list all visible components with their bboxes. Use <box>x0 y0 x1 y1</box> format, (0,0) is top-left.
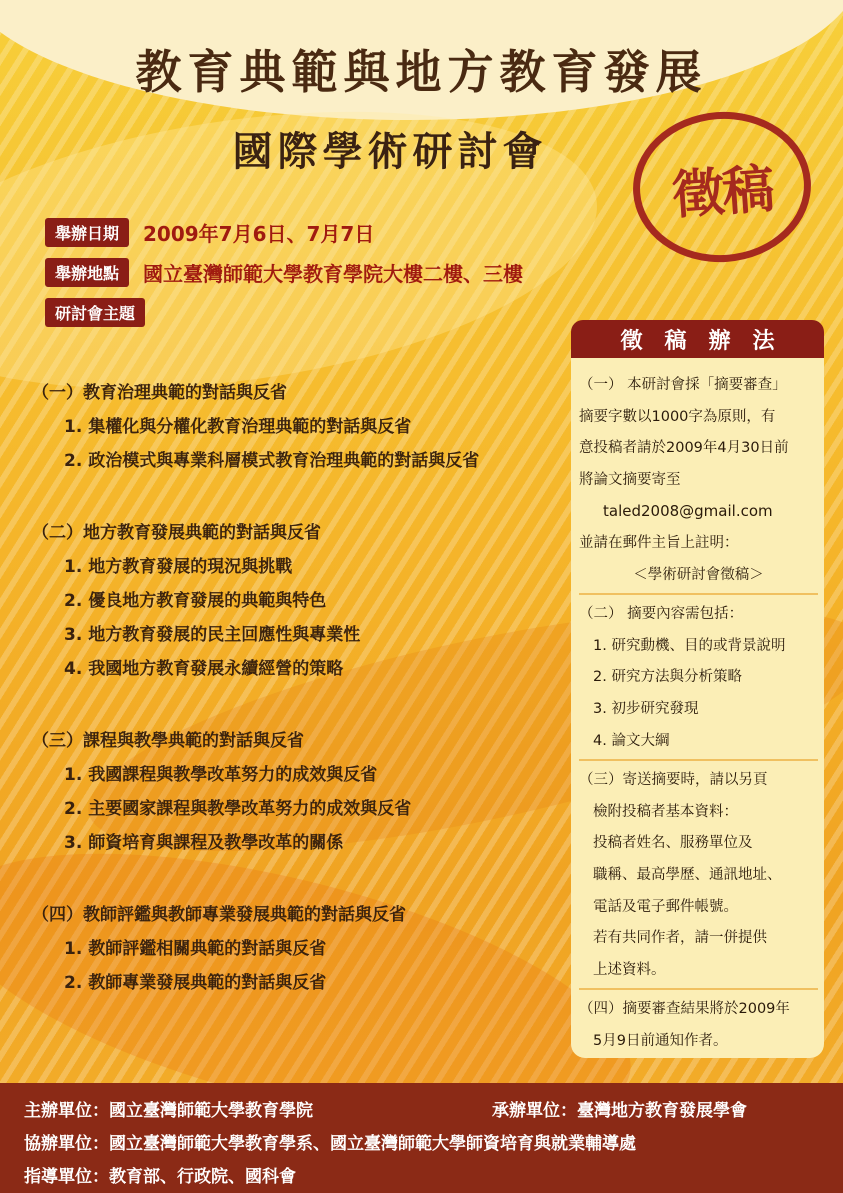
panel-divider <box>579 988 818 990</box>
panel-line: 將論文摘要寄至 <box>579 471 681 488</box>
date-value: 2009年7月6日、7月7日 <box>143 222 375 246</box>
theme-section <box>32 376 572 478</box>
page-title: 教育典範與地方教育發展 <box>135 45 708 99</box>
theme-item: 1. 教師評鑑相關典範的對話與反省 <box>64 939 327 959</box>
panel-section-title: （三）寄送摘要時，請以另頁 <box>579 772 768 789</box>
submission-panel-header: 徵稿辦法 <box>571 320 824 358</box>
theme-item: 1. 地方教育發展的現況與挑戰 <box>64 557 293 577</box>
theme-item: 2. 主要國家課程與教學改革努力的成效與反省 <box>64 799 412 819</box>
panel-divider <box>579 759 818 761</box>
theme-item: 1. 我國課程與教學改革努力的成效與反省 <box>64 765 378 785</box>
theme-item: 2. 政治模式與專業科層模式教育治理典範的對話與反省 <box>64 451 480 471</box>
theme-item: 2. 教師專業發展典範的對話與反省 <box>64 973 327 993</box>
theme-item: 1. 集權化與分權化教育治理典範的對話與反省 <box>64 417 412 437</box>
panel-line: 摘要字數以1000字為原則，有 <box>579 408 776 425</box>
footer-guide: 指導單位：教育部、行政院、國科會 <box>24 1167 296 1187</box>
footer-co-organizer: 協辦單位：國立臺灣師範大學教育學系、國立臺灣師範大學師資培育與就業輔導處 <box>24 1134 636 1154</box>
theme-title: （四）教師評鑑與教師專業發展典範的對話與反省 <box>32 905 406 925</box>
panel-section-title: （四）摘要審查結果將於2009年 <box>579 1001 790 1018</box>
panel-line: 上述資料。 <box>593 961 666 978</box>
panel-line: 意投稿者請於2009年4月30日前 <box>579 440 789 457</box>
call-for-papers-stamp <box>628 106 816 268</box>
theme-item: 4. 我國地方教育發展永續經營的策略 <box>64 659 344 679</box>
panel-line: 5月9日前通知作者。 <box>593 1032 728 1049</box>
theme-row <box>45 298 145 327</box>
footer <box>0 1083 843 1193</box>
panel-section-title: （二） 摘要內容需包括： <box>579 606 744 623</box>
venue-label: 舉辦地點 <box>45 258 129 287</box>
panel-divider <box>579 593 818 595</box>
panel-list-item: 2. 研究方法與分析策略 <box>593 669 742 686</box>
venue-row <box>45 258 523 287</box>
footer-organizer: 主辦單位：國立臺灣師範大學教育學院 <box>24 1101 313 1121</box>
panel-line: 若有共同作者，請一併提供 <box>593 930 767 947</box>
panel-list-item: 4. 論文大綱 <box>593 732 670 749</box>
panel-list-item: 3. 初步研究發現 <box>593 700 699 717</box>
theme-title: （三）課程與教學典範的對話與反省 <box>32 731 304 751</box>
date-row <box>45 218 374 247</box>
panel-line: 職稱、最高學歷、通訊地址、 <box>593 866 782 883</box>
page-subtitle: 國際學術研討會 <box>232 128 548 175</box>
panel-line: 電話及電子郵件帳號。 <box>593 898 738 915</box>
theme-list <box>32 376 572 1038</box>
venue-value: 國立臺灣師範大學教育學院大樓二樓、三樓 <box>143 262 524 286</box>
panel-line: 並請在郵件主旨上註明： <box>579 534 739 551</box>
date-label: 舉辦日期 <box>45 218 129 247</box>
submission-email: taled2008@gmail.com <box>603 502 773 521</box>
theme-item: 2. 優良地方教育發展的典範與特色 <box>64 591 327 611</box>
panel-line: 檢附投稿者基本資料： <box>593 803 738 820</box>
theme-section <box>32 898 572 1000</box>
theme-section <box>32 516 572 686</box>
panel-line: 投稿者姓名、服務單位及 <box>593 835 753 852</box>
footer-host: 承辦單位：臺灣地方教育發展學會 <box>492 1101 747 1121</box>
theme-item: 3. 師資培育與課程及教學改革的關係 <box>64 833 344 853</box>
theme-title: （一）教育治理典範的對話與反省 <box>32 383 287 403</box>
submission-panel <box>571 358 824 1058</box>
theme-item: 3. 地方教育發展的民主回應性與專業性 <box>64 625 361 645</box>
panel-line: （一） 本研討會採「摘要審查」 <box>579 377 787 393</box>
stamp-text: 徵稿 <box>670 158 775 226</box>
theme-section <box>32 724 572 860</box>
theme-label: 研討會主題 <box>45 298 145 327</box>
panel-line: ＜學術研討會徵稿＞ <box>633 566 764 583</box>
theme-title: （二）地方教育發展典範的對話與反省 <box>32 523 321 543</box>
panel-list-item: 1. 研究動機、目的或背景說明 <box>593 637 786 654</box>
